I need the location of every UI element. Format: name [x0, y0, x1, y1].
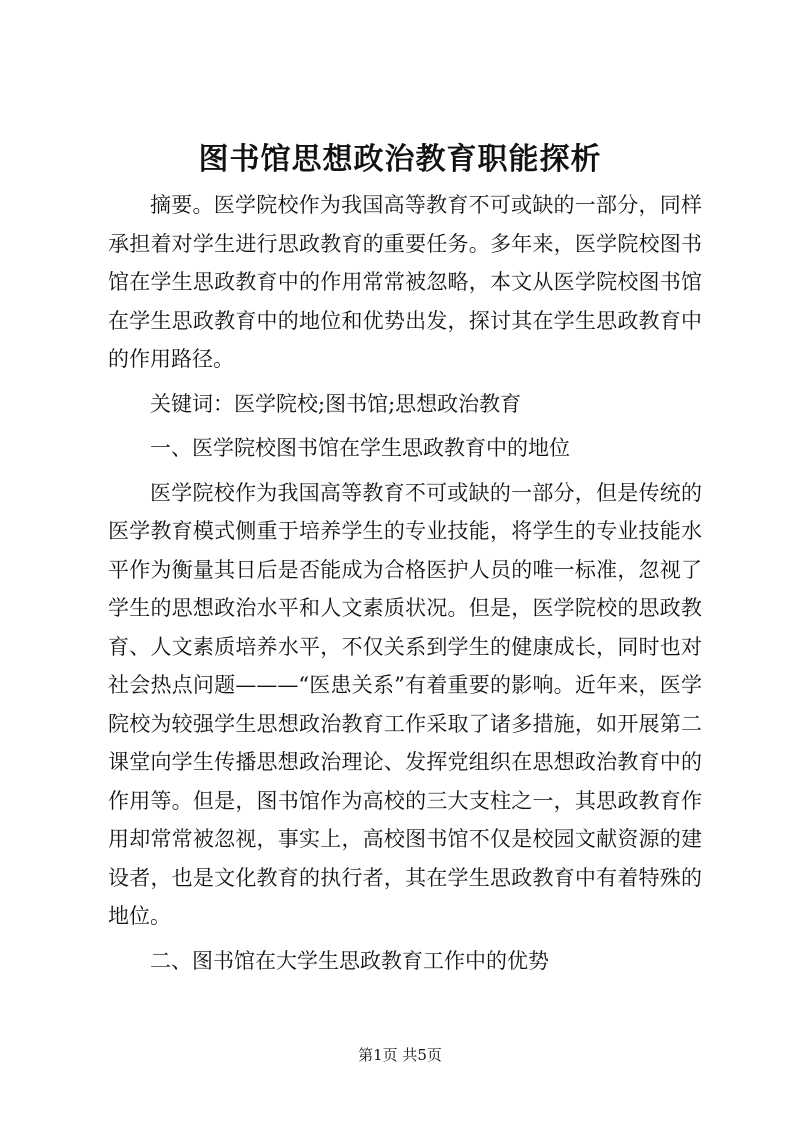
document-body [108, 186, 702, 980]
keywords-line: 关键词：医学院校;图书馆;思想政治教育 [150, 391, 522, 416]
section-heading-1: 一、医学院校图书馆在学生思政教育中的地位 [150, 436, 570, 460]
abstract-paragraph: 摘要。医学院校作为我国高等教育不可或缺的一部分，同样承担着对学生进行思政教育的重要任务。多年来，医学院校图书馆在学生思政教育中的作用常常被忽略，本文从医学院校图书馆在学生思政教育中的地位和优势出发，探讨其在学生思政教育中的作用路径。 [108, 193, 702, 371]
section-1-paragraph: 医学院校作为我国高等教育不可或缺的一部分，但是传统的医学教育模式侧重于培养学生的专业技能，将学生的专业技能水平作为衡量其日后是否能成为合格医护人员的唯一标准，忽视了学生的思想政治水平和人文素质状况。但是，医学院校的思政教育、人文素质培养水平，不仅关系到学生的健康成长，同时也对社会热点问题———“医患关系”有着重要的影响。近年来，医学院校为较强学生思想政治教育工作采取了诸多措施，如开展第二课堂向学生传播思想政治理论、发挥党组织在思想政治教育中的作用等。但是，图书馆作为高校的三大支柱之一，其思政教育作用却常常被忽视，事实上，高校图书馆不仅是校园文献资源的建设者，也是文化教育的执行者，其在学生思政教育中有着特殊的地位。 [108, 480, 702, 928]
section-heading-2: 二、图书馆在大学生思政教育工作中的优势 [150, 948, 549, 973]
document-title: 图书馆思想政治教育职能探析 [198, 142, 602, 177]
page-footer: 第1页 共5页 [358, 1046, 442, 1064]
